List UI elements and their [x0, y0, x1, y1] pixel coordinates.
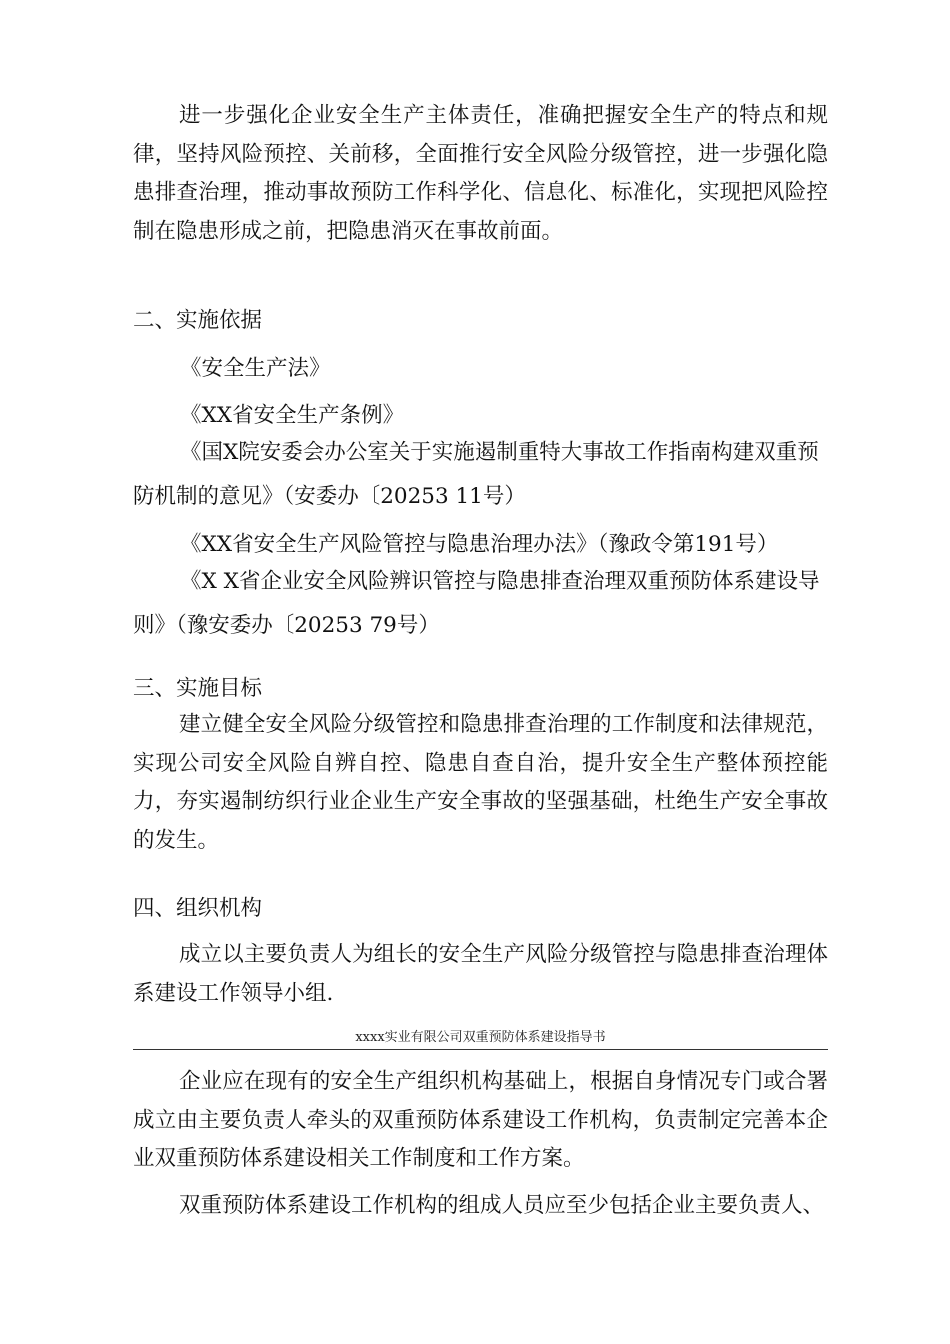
- intro-paragraph: 进一步强化企业安全生产主体责任，准确把握安全生产的特点和规律，坚持风险预控、关前移，全面推行安全风险分级管控，进一步强化隐患排查治理，推动事故预防工作科学化、信息化、标准化，实现把风险控制在隐患形成之前，把隐患消灭在事故前面。: [133, 103, 828, 244]
- org-paragraph: 成立以主要负责人为组长的安全生产风险分级管控与隐患排查治理体系建设工作领导小组.: [133, 942, 828, 1006]
- footer-divider: [133, 1049, 828, 1050]
- law-item-continuation: 则》（豫安委办〔20253 79号）: [133, 613, 440, 638]
- law-item: 《安全生产法》: [180, 356, 331, 381]
- law-item-continuation: 防机制的意见》（安委办〔20253 11号）: [133, 484, 526, 509]
- law-item: 《XX省安全生产条例》: [180, 403, 405, 428]
- law-item: 《X X省企业安全风险辨识管控与隐患排查治理双重预防体系建设导: [180, 569, 820, 594]
- heading-basis: 二、实施依据: [133, 308, 263, 333]
- law-item: 《国X院安委会办公室关于实施遏制重特大事故工作指南构建双重预: [180, 440, 819, 465]
- running-footer: xxxx实业有限公司双重预防体系建设指导书: [355, 1030, 606, 1045]
- org-paragraph-3: 双重预防体系建设工作机构的组成人员应至少包括企业主要负责人、: [179, 1193, 825, 1218]
- heading-target: 三、实施目标: [133, 676, 263, 701]
- heading-organization: 四、组织机构: [133, 896, 263, 921]
- org-paragraph-2: 企业应在现有的安全生产组织机构基础上，根据自身情况专门或合署成立由主要负责人牵头的双重预防体系建设工作机构，负责制定完善本企业双重预防体系建设相关工作制度和工作方案。: [133, 1069, 828, 1171]
- law-item: 《XX省安全生产风险管控与隐患治理办法》（豫政令第191号）: [180, 532, 779, 557]
- goal-paragraph: 建立健全安全风险分级管控和隐患排查治理的工作制度和法律规范，实现公司安全风险自辨自控、隐患自查自治，提升安全生产整体预控能力，夯实遏制纺织行业企业生产安全事故的坚强基础，杜绝生产安全事故的发生。: [133, 712, 828, 853]
